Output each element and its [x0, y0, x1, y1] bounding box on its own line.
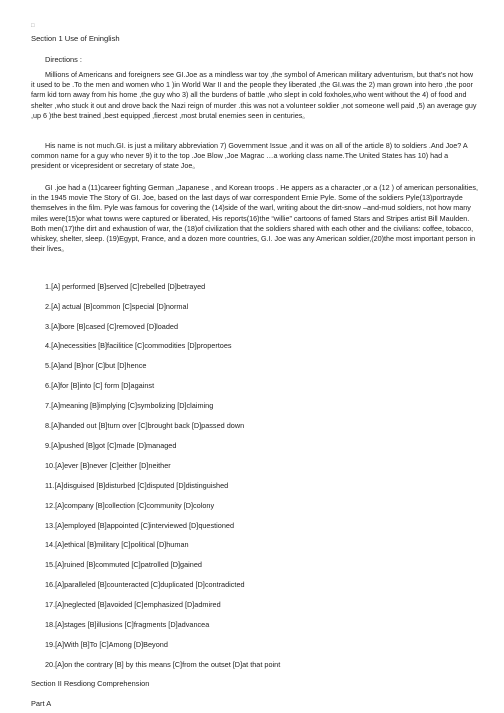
question-option-10: 10.[A]ever [B]never [C]either [D]neither	[45, 461, 171, 470]
passage-paragraph-1: Millions of Americans and foreigners see GI.Joe as a mindless war toy ,the symbol of American military adventurism, but that’s not how it used to be .To the men and women who 1 )in World War II and the people they liberated ,the GI.was the 2) man grown into hero ,the poor farm kid torn away from his home ,the guy who 3) all the burdens of battle ,who slept in cold foxholes,who went without the 4) of food and shelter ,who stuck it out and drove back the Nazi reign of murder .this was not a volunteer soldier ,not someone well paid ,5) an average guy ,up 6 )the best trained ,best equipped ,fiercest ,most brutal enemies seen in centuries。	[31, 70, 477, 120]
question-option-3: 3.[A]bore [B]cased [C]removed [D]loaded	[45, 322, 179, 331]
passage-paragraph-2: His name is not much.GI. is just a military abbreviation 7) Government Issue ,and it was on all of the article 8) to soldiers .And Joe? A common name for a guy who never 9) it to the top .Joe Blow ,Joe Magrac …a working class name.The United States has 10) had a president or vicepresident or secretary of state Joe。	[31, 141, 468, 171]
section-2-title: Section II Resdiong Comprehension	[31, 679, 150, 688]
question-option-18: 18.[A]stages [B]illusions [C]fragments [D]advancea	[45, 620, 210, 629]
question-option-19: 19.[A]With [B]To [C]Among [D]Beyond	[45, 640, 168, 649]
question-option-13: 13.[A]employed [B]appointed [C]interviewed [D]questioned	[45, 521, 235, 530]
question-option-20: 20.[A]on the contrary [B] by this means [C]from the outset [D]at that point	[45, 660, 281, 669]
passage-paragraph-3: GI .joe had a (11)career fighting German ,Japanese , and Korean troops . He appers as a character ,or a (12 ) of american personalities, in the 1945 movie The Story of GI. Joe, based on the last days of war correspondent Ernie Pyle. Some of the soldiers Pyle(13)portrayde themselves in the film. Pyle was famous for covering the (14)side of the warl, writing about the dirt-snow –and-mud soldiers, not how many miles were(15)or what towns were captured or liberated, His reports(16)the “willie” cartoons of famed Stars and Stripes artist Bill Maulden. Both men(17)the dirt and exhaustion of war, the (18)of civilization that the soldiers shared with each other and the civilians: coffee, tobacco, whiskey, shelter, sleep. (19)Egypt, France, and a dozen more countries, G.I. Joe was any American soldier,(20)the most important person in their lives。	[31, 183, 478, 254]
question-option-1: 1.[A] performed [B]served [C]rebelled [D]betrayed	[45, 282, 206, 291]
part-a-heading: Part A	[31, 699, 52, 708]
question-option-9: 9.[A]pushed [B]got [C]made [D]managed	[45, 441, 177, 450]
question-option-4: 4.[A]necessities [B]facilitice [C]commodities [D]propertoes	[45, 341, 232, 350]
question-option-14: 14.[A]ethical [B]military [C]political [D]human	[45, 540, 189, 549]
question-option-15: 15.[A]ruined [B]commuted [C]patrolled [D]gained	[45, 560, 202, 569]
section-1-title: Section 1 Use of Eninglish	[31, 34, 120, 43]
directions-heading: Directions :	[45, 55, 82, 64]
question-option-16: 16.[A]paralleled [B]counteracted [C]duplicated [D]contradicted	[45, 580, 245, 589]
bullet-marker: □	[31, 23, 35, 29]
question-option-5: 5.[A]and [B]nor [C]but [D]hence	[45, 361, 147, 370]
question-option-12: 12.[A]company [B]collection [C]community [D]colony	[45, 501, 215, 510]
question-option-11: 11.[A]disguised [B]disturbed [C]disputed [D]distinguished	[45, 481, 229, 490]
question-option-7: 7.[A]meaning [B]implying [C]symbolizing [D]claiming	[45, 401, 214, 410]
question-option-17: 17.[A]neglected [B]avoided [C]emphasized [D]admired	[45, 600, 221, 609]
question-option-6: 6.[A]for [B]into [C] form [D]against	[45, 381, 155, 390]
question-option-8: 8.[A]handed out [B]turn over [C]brought back [D]passed down	[45, 421, 245, 430]
question-option-2: 2.[A] actual [B]common [C]special [D]normal	[45, 302, 189, 311]
